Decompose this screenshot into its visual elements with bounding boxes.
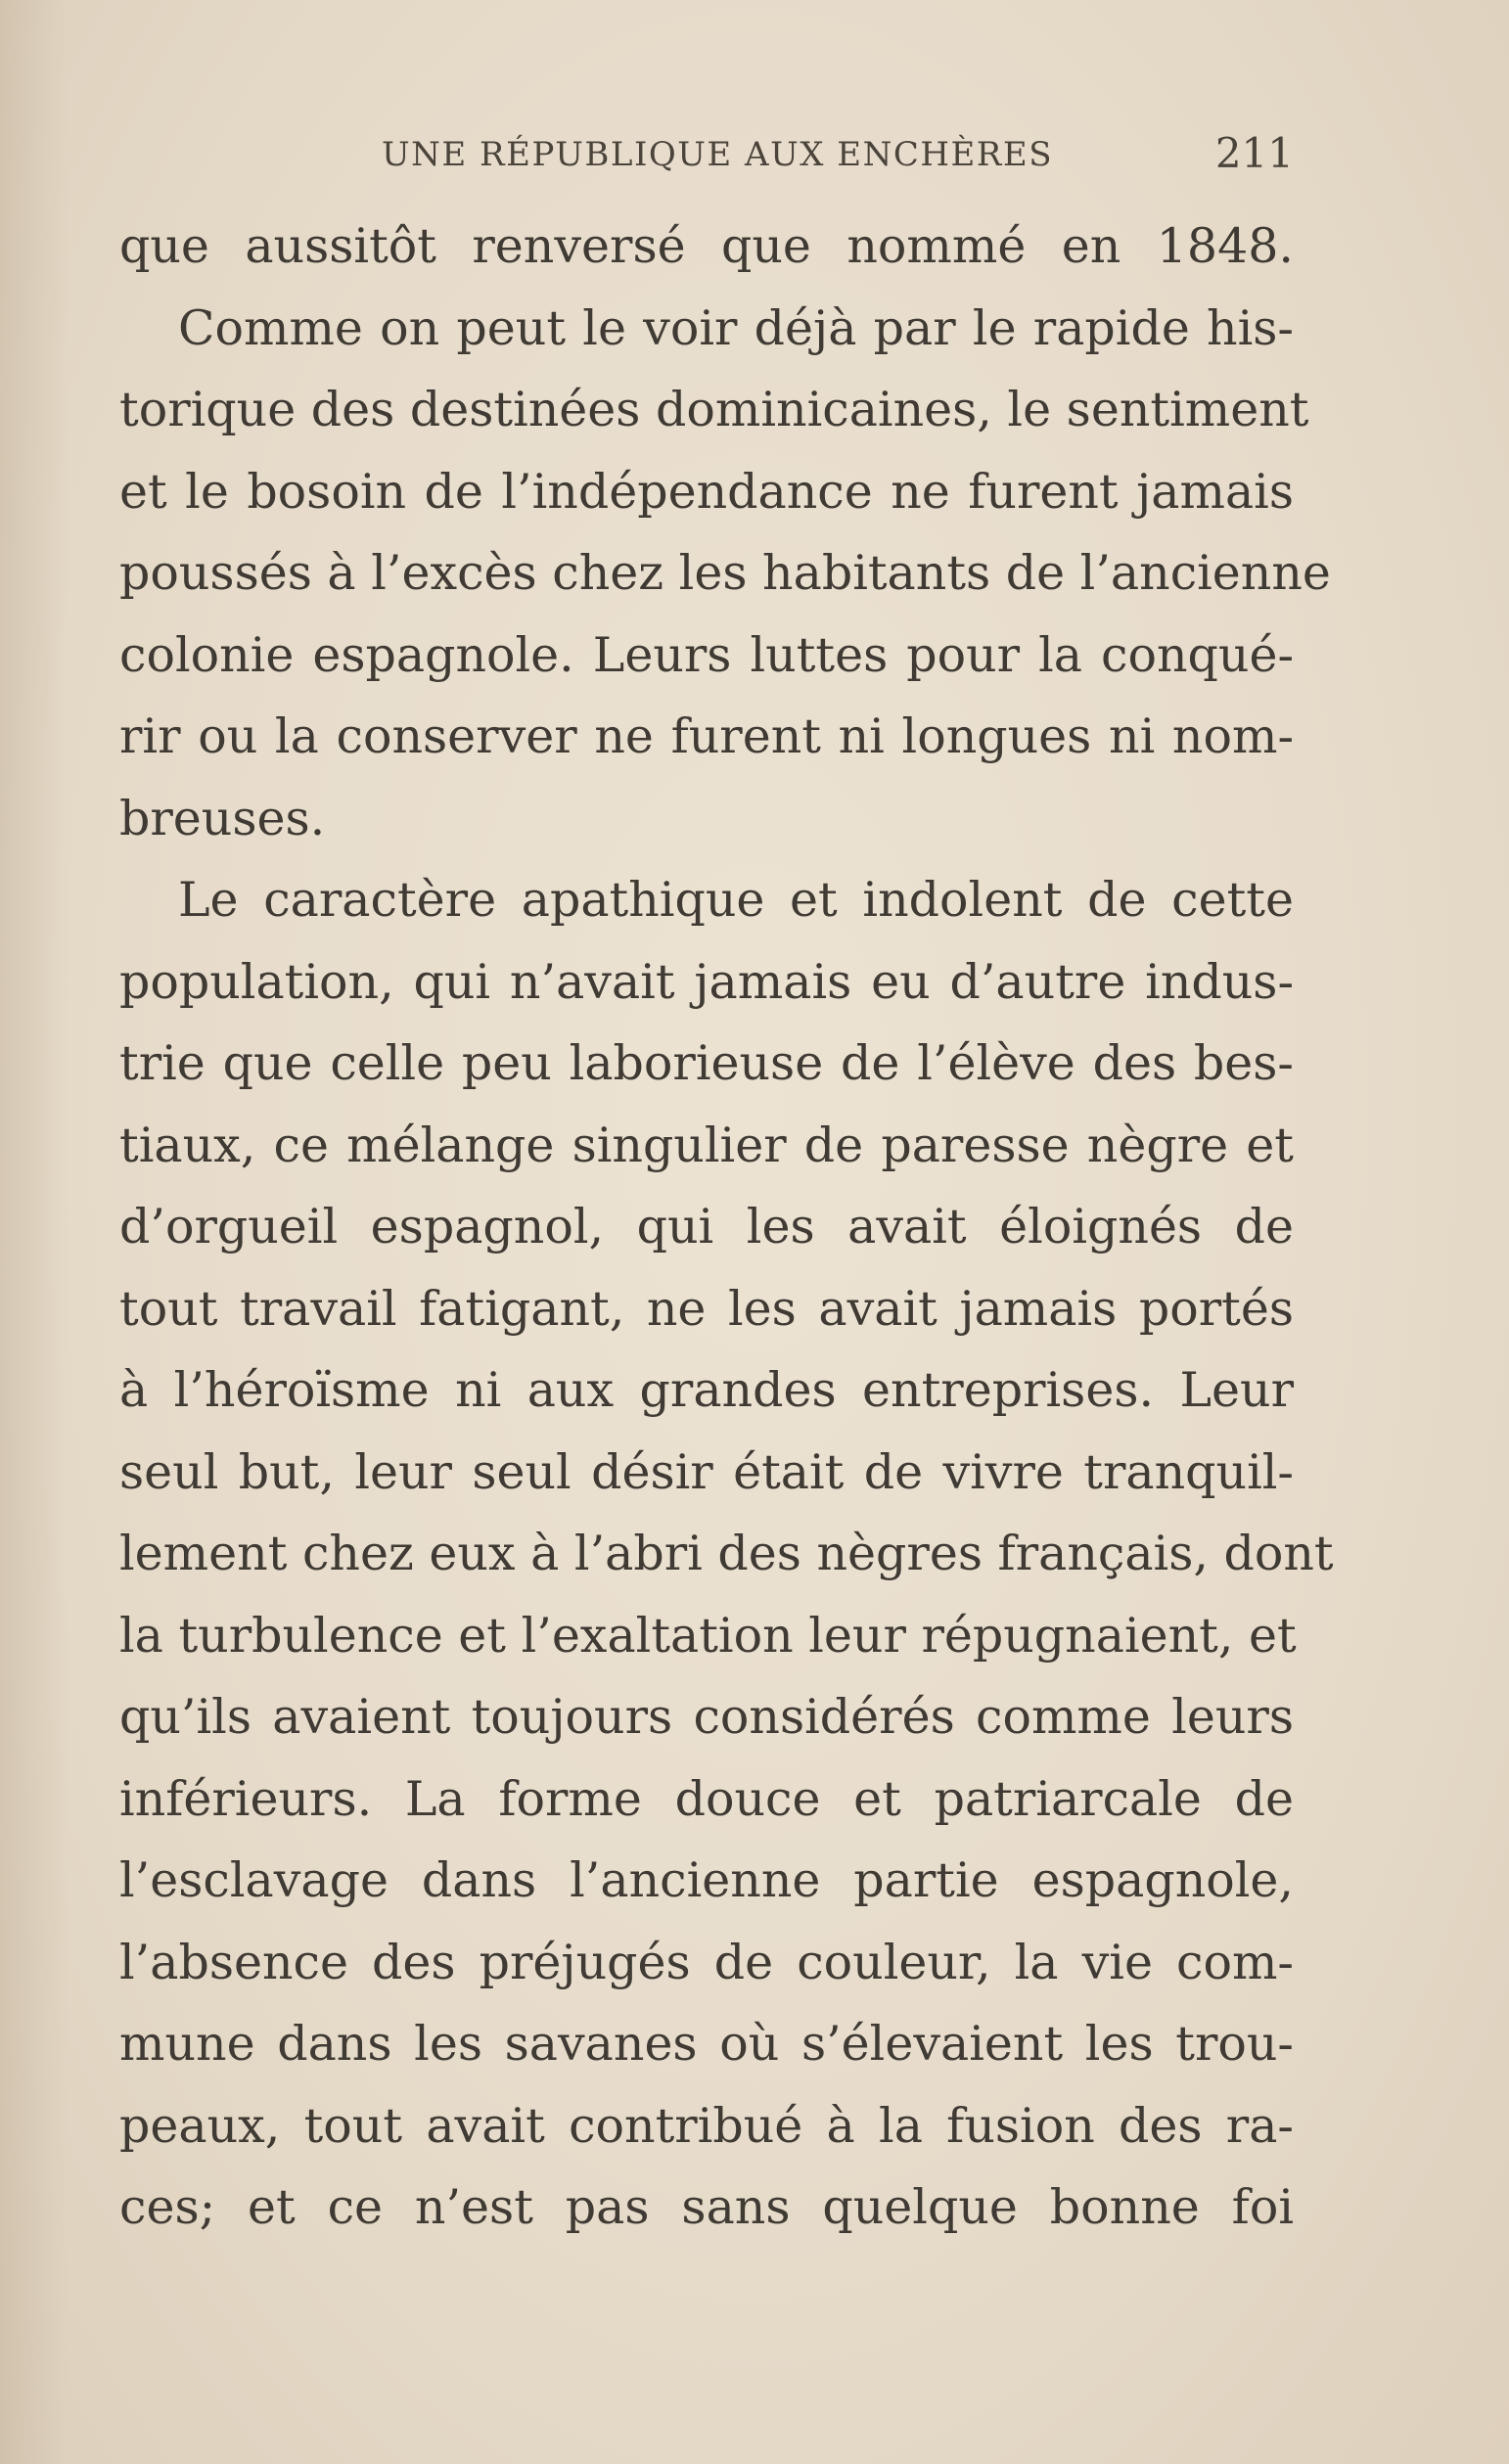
text-line: et le bosoin de l’indépendance ne furent jamais	[119, 463, 1294, 520]
text-line: seul but, leur seul désir était de vivre tranquil-	[119, 1443, 1294, 1500]
text-line: colonie espagnole. Leurs luttes pour la conqué-	[119, 626, 1294, 683]
text-line: la turbulence et l’exaltation leur répugnaient, et	[119, 1607, 1297, 1664]
text-line: tiaux, ce mélange singulier de paresse nègre et	[119, 1117, 1294, 1173]
text-line: breuses.	[119, 790, 326, 846]
text-line: Le caractère apathique et indolent de cette	[178, 872, 1294, 928]
text-line: mune dans les savanes où s’élevaient les trou-	[119, 2016, 1294, 2072]
text-line: tout travail fatigant, ne les avait jamais portés	[119, 1280, 1294, 1337]
running-head	[119, 129, 1294, 188]
running-title: UNE RÉPUBLIQUE AUX ENCHÈRES	[382, 135, 1054, 174]
text-line: population, qui n’avait jamais eu d’autre indus-	[119, 953, 1294, 1010]
text-line: inférieurs. La forme douce et patriarcale de	[119, 1770, 1294, 1827]
text-line: poussés à l’excès chez les habitants de l’ancienne	[119, 545, 1331, 601]
text-line: peaux, tout avait contribué à la fusion des ra-	[119, 2097, 1294, 2154]
text-line: que aussitôt renversé que nommé en 1848.	[119, 218, 1294, 274]
text-line: l’absence des préjugés de couleur, la vie com-	[119, 1934, 1294, 1990]
text-line: ces; et ce n’est pas sans quelque bonne foi	[119, 2179, 1294, 2235]
body-text	[119, 205, 1334, 2249]
text-line: lement chez eux à l’abri des nègres français, dont	[119, 1526, 1334, 1581]
text-line: d’orgueil espagnol, qui les avait éloignés de	[119, 1199, 1294, 1255]
text-line: trie que celle peu laborieuse de l’élève des bes-	[119, 1035, 1294, 1091]
page-number: 211	[1214, 129, 1294, 177]
text-line: Comme on peut le voir déjà par le rapide his-	[178, 299, 1294, 356]
text-line: à l’héroïsme ni aux grandes entreprises. Leur	[119, 1362, 1294, 1418]
text-line: l’esclavage dans l’ancienne partie espagnole,	[119, 1852, 1294, 1908]
text-line: qu’ils avaient toujours considérés comme leurs	[119, 1689, 1294, 1745]
text-line: torique des destinées dominicaines, le sentiment	[119, 382, 1309, 437]
text-line: rir ou la conserver ne furent ni longues ni nom-	[119, 708, 1294, 764]
